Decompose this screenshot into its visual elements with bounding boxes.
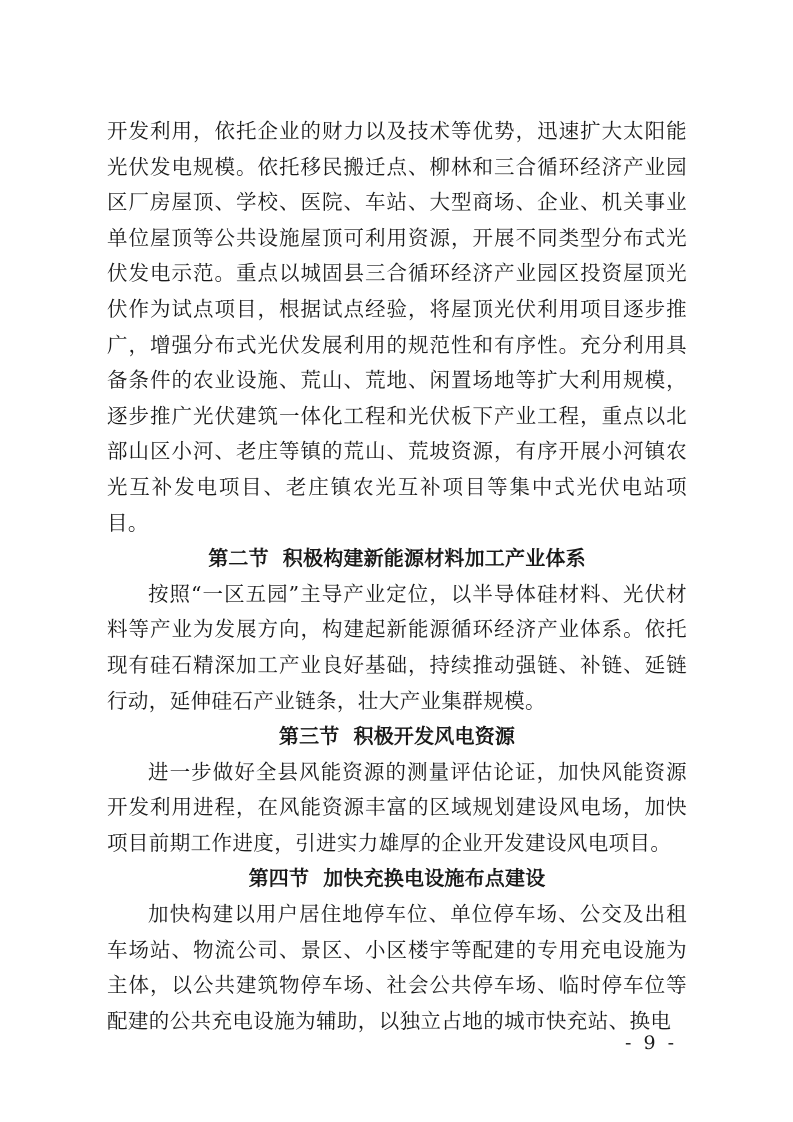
paragraph-new-energy-materials: 按照“一区五园”主导产业定位，以半导体硅材料、光伏材料等产业为发展方向，构建起新能源循环经济产业体系。依托现有硅石精深加工产业良好基础，持续推动强链、补链、延链行动，延伸硅石产业链条，壮大产业集群规模。	[107, 581, 687, 713]
page-number: - 9 -	[624, 1032, 677, 1054]
paragraph-solar-pv: 开发利用，依托企业的财力以及技术等优势，迅速扩大太阳能光伏发电规模。依托移民搬迁点、柳林和三合循环经济产业园区厂房屋顶、学校、医院、车站、大型商场、企业、机关事业单位屋顶等公共设施屋顶可利用资源，开展不同类型分布式光伏发电示范。重点以城固县三合循环经济产业园区投资屋顶光伏作为试点项目，根据试点经验，将屋顶光伏利用项目逐步推广，增强分布式光伏发展利用的规范性和有序性。充分利用具备条件的农业设施、荒山、荒地、闲置场地等扩大利用规模，逐步推广光伏建筑一体化工程和光伏板下产业工程，重点以北部山区小河、老庄等镇的荒山、荒坡资源，有序开展小河镇农光互补发电项目、老庄镇农光互补项目等集中式光伏电站项目。	[107, 119, 687, 535]
document-body	[107, 114, 687, 1039]
section-title: 积极开发风电资源	[353, 724, 516, 749]
section-heading-2	[107, 541, 687, 577]
section-number: 第二节	[208, 546, 269, 571]
section-number: 第三节	[278, 724, 340, 749]
paragraph-wind-power: 进一步做好全县风能资源的测量评估论证，加快风能资源开发利用进程，在风能资源丰富的区域规划建设风电场，加快项目前期工作进度，引进实力雄厚的企业开发建设风电项目。	[107, 759, 687, 855]
paragraph-charging-facilities: 加快构建以用户居住地停车位、单位停车场、公交及出租车场站、物流公司、景区、小区楼宇等配建的专用充电设施为主体，以公共建筑物停车场、社会公共停车场、临时停车位等配建的公共充电设施为辅助，以独立占地的城市快充站、换电	[107, 902, 687, 1033]
section-number: 第四节	[248, 866, 310, 891]
section-heading-4	[107, 861, 687, 897]
section-title: 加快充换电设施布点建设	[323, 866, 546, 891]
section-heading-3	[107, 719, 687, 755]
section-title: 积极构建新能源材料加工产业体系	[282, 546, 586, 571]
